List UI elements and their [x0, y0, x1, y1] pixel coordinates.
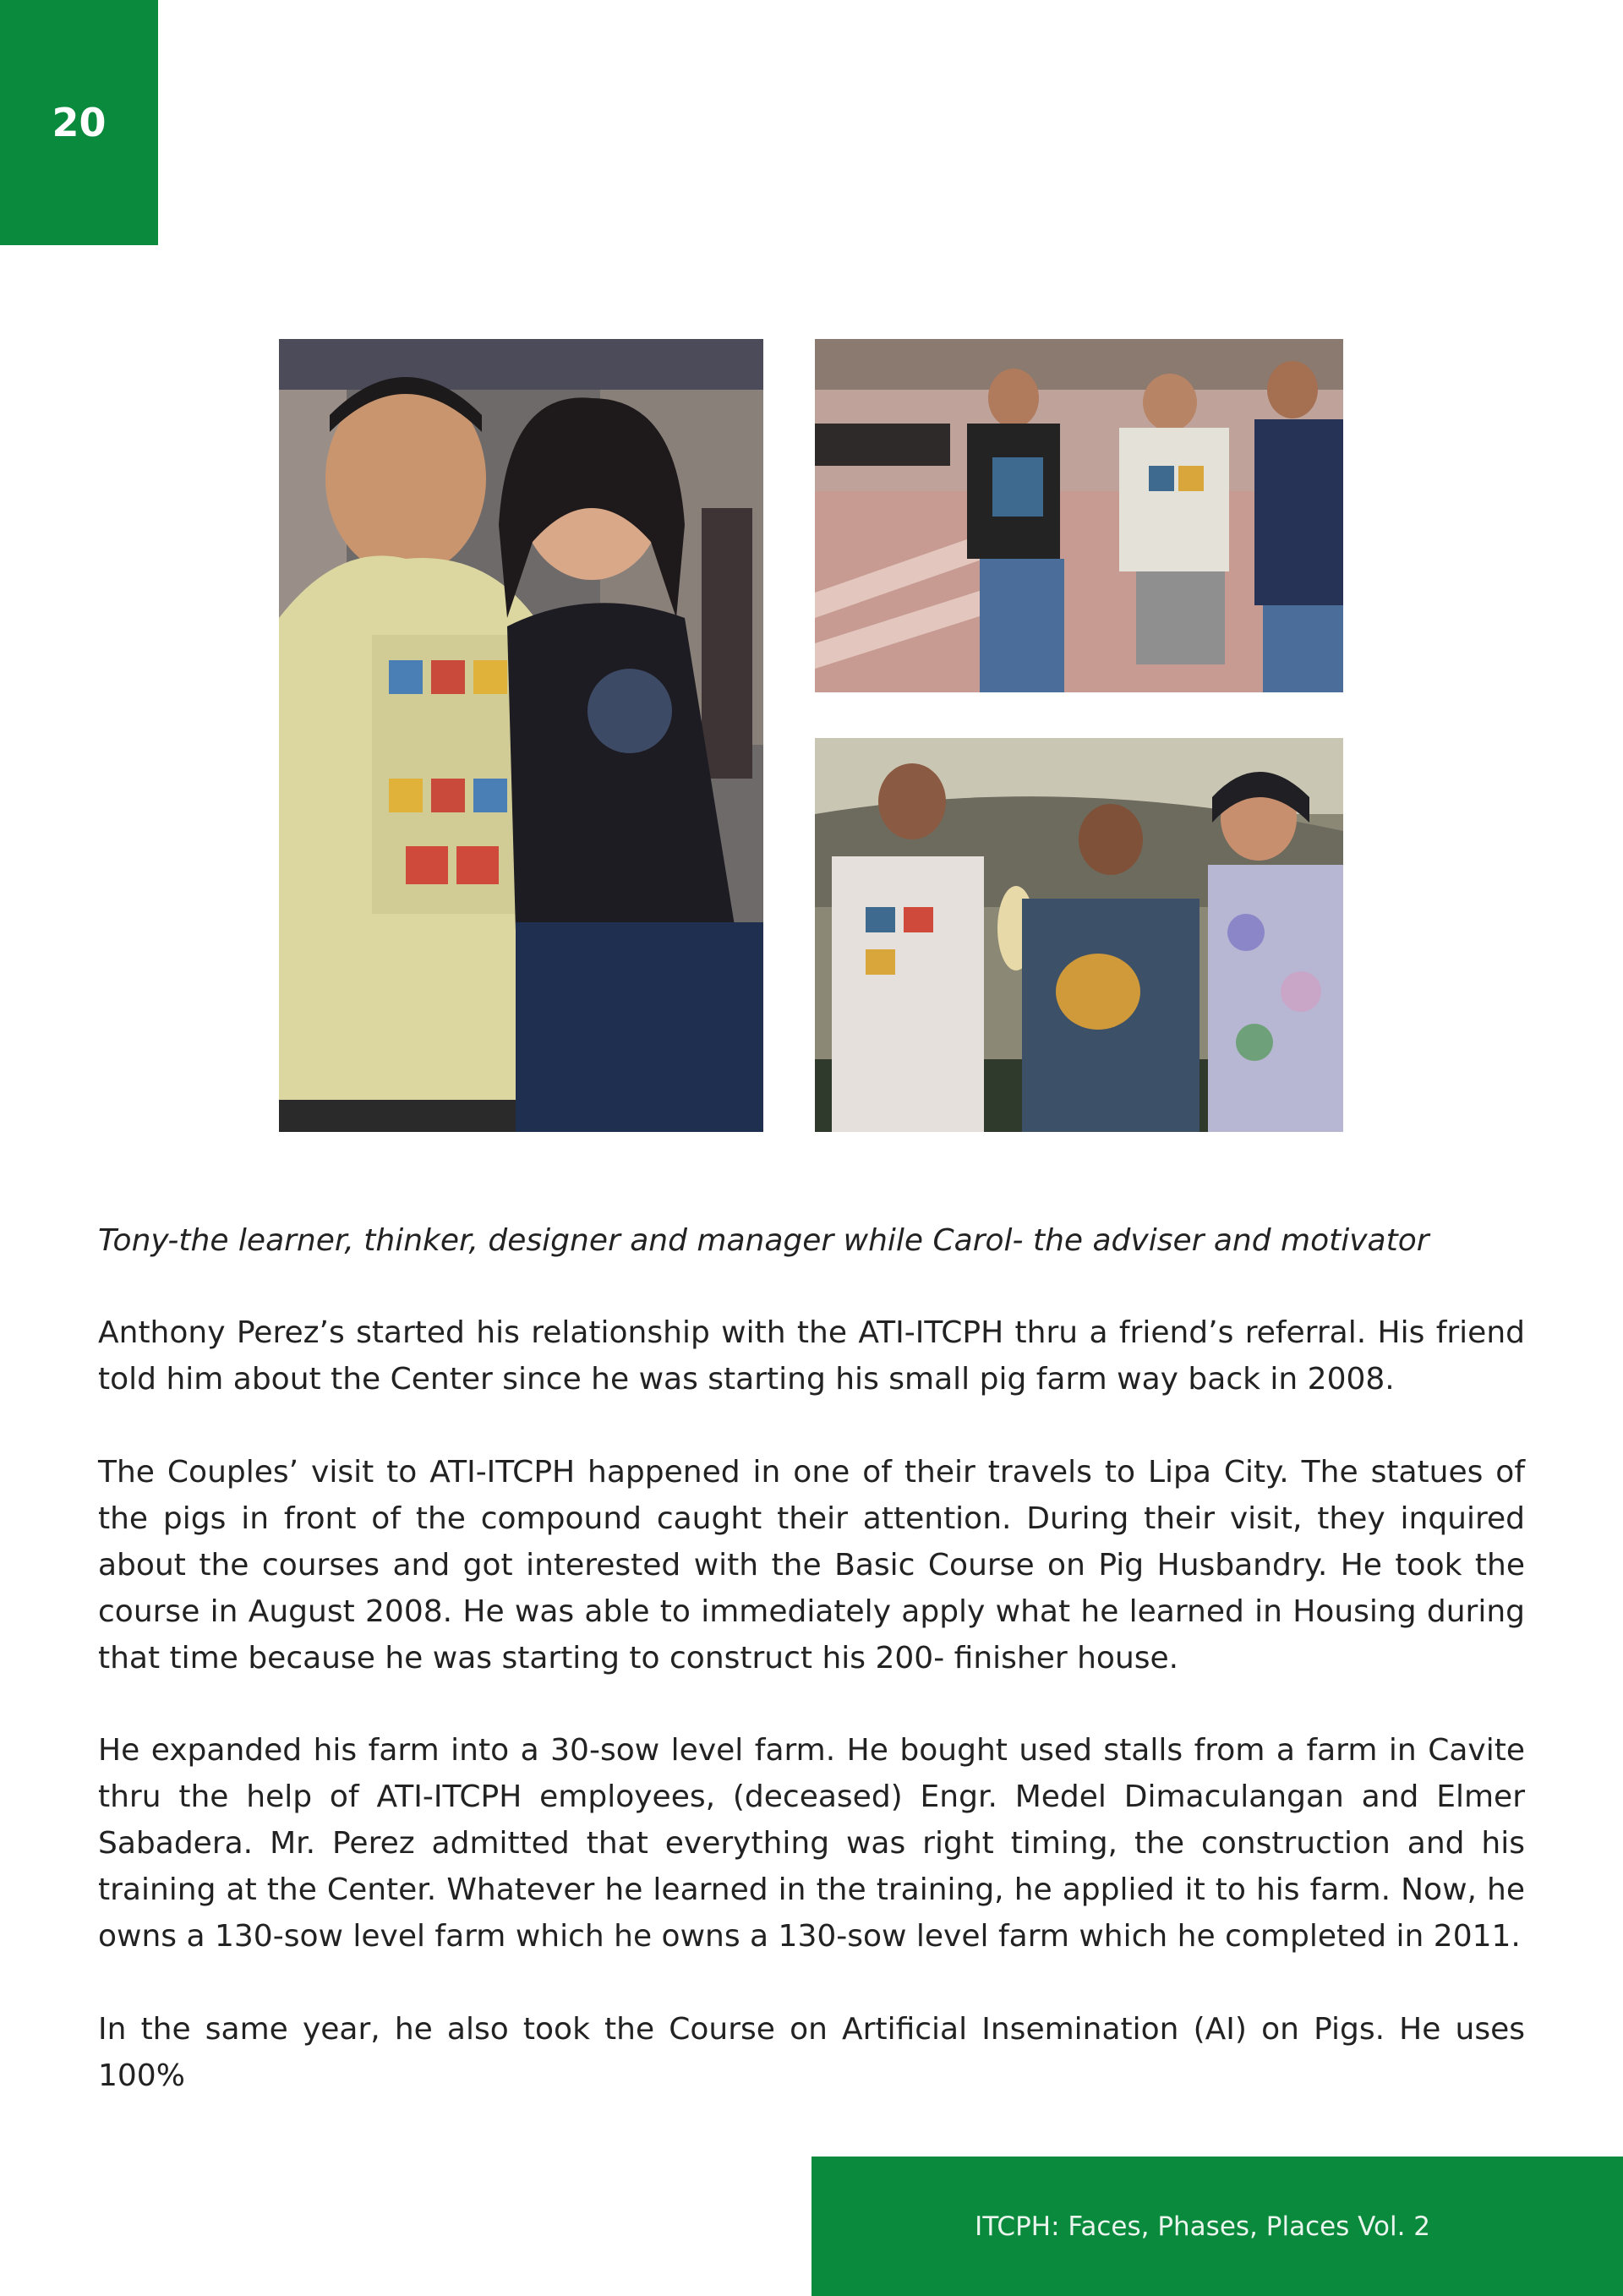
body-paragraph: The Couples’ visit to ATI-ITCPH happened in one of their travels to Lipa City. The statues of the pigs in front of the compound caught their attention. During their visit, they inquired about the courses and got interested with the Basic Course on Pig Husbandry. He took the course in August 2008. He was able to immediately apply what he learned in Housing during that time because he was starting to construct his 200- finisher house. [98, 1455, 1525, 1676]
photo-corn-visit [815, 738, 1343, 1132]
body-paragraph: He expanded his farm into a 30-sow level farm. He bought used stalls from a farm in Cavite thru the help of ATI-ITCPH employees, (deceased) Engr. Medel Dimaculangan and Elmer Sabadera. Mr. Perez admitted that everything was right timing, the construction and his training at the Center. Whatever he learned in the training, he applied it to his farm. Now, he owns a 130-sow level farm which he owns a 130-sow level farm which he completed in 2011. [98, 1733, 1525, 1954]
body-paragraph: In the same year, he also took the Course on Artificial Insemination (AI) on Pigs. He uses 100% [98, 2012, 1525, 2093]
photo-couple [279, 339, 763, 1132]
photo-caption: Tony-the learner, thinker, designer and manager while Carol- the adviser and motivator [98, 1223, 1429, 1258]
footer-band [812, 2157, 1623, 2296]
footer-title: ITCPH: Faces, Phases, Places Vol. 2 [975, 2211, 1430, 2242]
body-paragraph: Anthony Perez’s started his relationship with the ATI-ITCPH thru a friend’s referral. His friend told him about the Center since he was starting his small pig farm way back in 2008. [98, 1315, 1525, 1397]
page-number-tab [0, 0, 158, 245]
page-number: 20 [52, 100, 107, 145]
photo-farm-group [815, 339, 1343, 692]
